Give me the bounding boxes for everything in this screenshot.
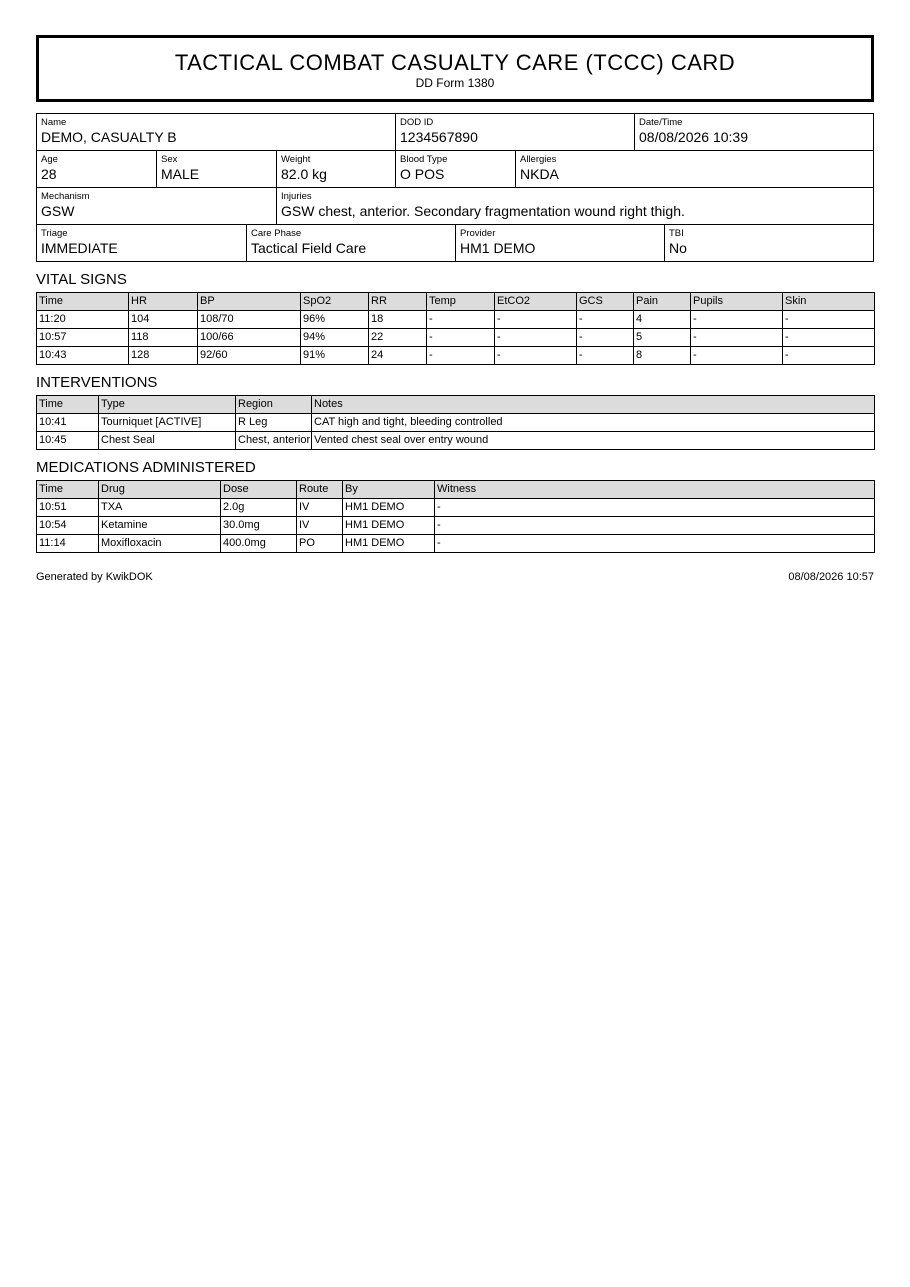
care-phase-label: Care Phase — [251, 228, 302, 239]
table-cell: HM1 DEMO — [343, 517, 435, 535]
column-header: Temp — [427, 293, 495, 311]
table-cell: 11:20 — [37, 311, 129, 329]
column-header: SpO2 — [301, 293, 369, 311]
column-header: Time — [37, 396, 99, 414]
datetime-label: Date/Time — [639, 117, 683, 128]
table-cell: 104 — [129, 311, 198, 329]
form-header — [36, 35, 874, 102]
datetime-field — [634, 114, 873, 150]
sex-field — [156, 151, 276, 187]
age-field — [37, 151, 156, 187]
tbi-value: No — [669, 240, 687, 256]
info-row-4 — [37, 224, 873, 261]
table-cell: HM1 DEMO — [343, 535, 435, 553]
column-header: Route — [297, 481, 343, 499]
table-cell: 100/66 — [198, 329, 301, 347]
table-cell: - — [427, 311, 495, 329]
table-cell: 10:45 — [37, 432, 99, 450]
weight-value: 82.0 kg — [281, 166, 327, 182]
triage-field — [37, 225, 246, 261]
injuries-field — [276, 188, 873, 224]
column-header: Notes — [312, 396, 875, 414]
table-cell: - — [435, 535, 875, 553]
table-cell: 400.0mg — [221, 535, 297, 553]
footer-timestamp: 08/08/2026 10:57 — [788, 571, 874, 583]
table-cell: - — [691, 329, 783, 347]
column-header: Pupils — [691, 293, 783, 311]
table-cell: 10:54 — [37, 517, 99, 535]
table-cell: - — [495, 347, 577, 365]
table-cell: PO — [297, 535, 343, 553]
table-cell: - — [577, 311, 634, 329]
table-cell: - — [783, 329, 875, 347]
column-header: BP — [198, 293, 301, 311]
table-cell: - — [435, 499, 875, 517]
table-cell: 24 — [369, 347, 427, 365]
triage-value: IMMEDIATE — [41, 240, 118, 256]
column-header: EtCO2 — [495, 293, 577, 311]
form-title: TACTICAL COMBAT CASUALTY CARE (TCCC) CARD — [174, 50, 736, 75]
table-cell: 30.0mg — [221, 517, 297, 535]
table-cell: 91% — [301, 347, 369, 365]
table-cell: IV — [297, 517, 343, 535]
dod-id-label: DOD ID — [400, 117, 434, 128]
table-cell: 118 — [129, 329, 198, 347]
mechanism-label: Mechanism — [41, 191, 90, 202]
generated-by-text: Generated by KwikDOK — [36, 571, 153, 583]
table-header-row — [37, 481, 875, 499]
column-header: By — [343, 481, 435, 499]
provider-field — [455, 225, 664, 261]
blood-type-field — [395, 151, 515, 187]
vital-signs-table — [36, 292, 875, 365]
table-cell: - — [427, 347, 495, 365]
allergies-field — [515, 151, 873, 187]
table-cell: 10:41 — [37, 414, 99, 432]
table-cell: 8 — [634, 347, 691, 365]
interventions-heading: INTERVENTIONS — [36, 374, 158, 391]
table-cell: - — [427, 329, 495, 347]
blood-type-value: O POS — [400, 166, 445, 182]
table-cell: - — [691, 347, 783, 365]
allergies-label: Allergies — [520, 154, 557, 165]
table-row — [37, 329, 875, 347]
table-cell: 108/70 — [198, 311, 301, 329]
care-phase-field — [246, 225, 455, 261]
triage-label: Triage — [41, 228, 68, 239]
table-row — [37, 499, 875, 517]
table-cell: 5 — [634, 329, 691, 347]
table-cell: 10:43 — [37, 347, 129, 365]
table-row — [37, 432, 875, 450]
table-cell: - — [435, 517, 875, 535]
table-cell: 94% — [301, 329, 369, 347]
table-cell: 22 — [369, 329, 427, 347]
column-header: Skin — [783, 293, 875, 311]
column-header: Drug — [99, 481, 221, 499]
age-label: Age — [41, 154, 58, 165]
table-cell: 128 — [129, 347, 198, 365]
injuries-value: GSW chest, anterior. Secondary fragmentation wound right thigh. — [281, 203, 685, 219]
sex-value: MALE — [161, 166, 200, 182]
column-header: HR — [129, 293, 198, 311]
info-row-3 — [37, 187, 873, 224]
column-header: Dose — [221, 481, 297, 499]
table-cell: 10:57 — [37, 329, 129, 347]
table-row — [37, 311, 875, 329]
column-header: Region — [236, 396, 312, 414]
name-label: Name — [41, 117, 67, 128]
column-header: RR — [369, 293, 427, 311]
column-header: Type — [99, 396, 236, 414]
table-cell: - — [495, 311, 577, 329]
table-cell: Chest, anterior — [236, 432, 312, 450]
table-cell: 4 — [634, 311, 691, 329]
info-row-1 — [37, 114, 873, 150]
provider-value: HM1 DEMO — [460, 240, 536, 256]
weight-label: Weight — [281, 154, 311, 165]
table-cell: 10:51 — [37, 499, 99, 517]
tbi-field — [664, 225, 873, 261]
table-cell: R Leg — [236, 414, 312, 432]
vital-signs-heading: VITAL SIGNS — [36, 271, 127, 288]
column-header: Time — [37, 293, 129, 311]
table-cell: 92/60 — [198, 347, 301, 365]
table-cell: 11:14 — [37, 535, 99, 553]
table-row — [37, 414, 875, 432]
column-header: Time — [37, 481, 99, 499]
column-header: Pain — [634, 293, 691, 311]
mechanism-value: GSW — [41, 203, 75, 219]
table-cell: Moxifloxacin — [99, 535, 221, 553]
table-cell: - — [495, 329, 577, 347]
injuries-label: Injuries — [281, 191, 312, 202]
table-cell: IV — [297, 499, 343, 517]
interventions-table — [36, 395, 875, 450]
table-cell: HM1 DEMO — [343, 499, 435, 517]
table-row — [37, 517, 875, 535]
medications-table — [36, 480, 875, 553]
table-cell: TXA — [99, 499, 221, 517]
column-header: Witness — [435, 481, 875, 499]
table-cell: 2.0g — [221, 499, 297, 517]
datetime-value: 08/08/2026 10:39 — [639, 129, 748, 145]
dod-id-value: 1234567890 — [400, 129, 478, 145]
casualty-info-grid — [36, 113, 874, 262]
table-cell: - — [691, 311, 783, 329]
form-subtitle: DD Form 1380 — [415, 76, 495, 90]
table-cell: Chest Seal — [99, 432, 236, 450]
age-value: 28 — [41, 166, 57, 182]
table-header-row — [37, 293, 875, 311]
allergies-value: NKDA — [520, 166, 559, 182]
name-field — [37, 114, 395, 150]
table-header-row — [37, 396, 875, 414]
medications-heading: MEDICATIONS ADMINISTERED — [36, 459, 256, 476]
table-cell: 96% — [301, 311, 369, 329]
table-cell: - — [577, 329, 634, 347]
info-row-2 — [37, 150, 873, 187]
blood-type-label: Blood Type — [400, 154, 448, 165]
sex-label: Sex — [161, 154, 178, 165]
column-header: GCS — [577, 293, 634, 311]
care-phase-value: Tactical Field Care — [251, 240, 367, 256]
weight-field — [276, 151, 395, 187]
mechanism-field — [37, 188, 276, 224]
tccc-card — [36, 35, 874, 553]
table-cell: Ketamine — [99, 517, 221, 535]
table-cell: - — [783, 311, 875, 329]
table-cell: - — [783, 347, 875, 365]
tbi-label: TBI — [669, 228, 684, 239]
name-value: DEMO, CASUALTY B — [41, 129, 177, 145]
table-row — [37, 535, 875, 553]
table-cell: CAT high and tight, bleeding controlled — [312, 414, 875, 432]
table-row — [37, 347, 875, 365]
table-cell: - — [577, 347, 634, 365]
table-cell: Tourniquet [ACTIVE] — [99, 414, 236, 432]
table-cell: 18 — [369, 311, 427, 329]
provider-label: Provider — [460, 228, 496, 239]
table-cell: Vented chest seal over entry wound — [312, 432, 875, 450]
dod-id-field — [395, 114, 634, 150]
